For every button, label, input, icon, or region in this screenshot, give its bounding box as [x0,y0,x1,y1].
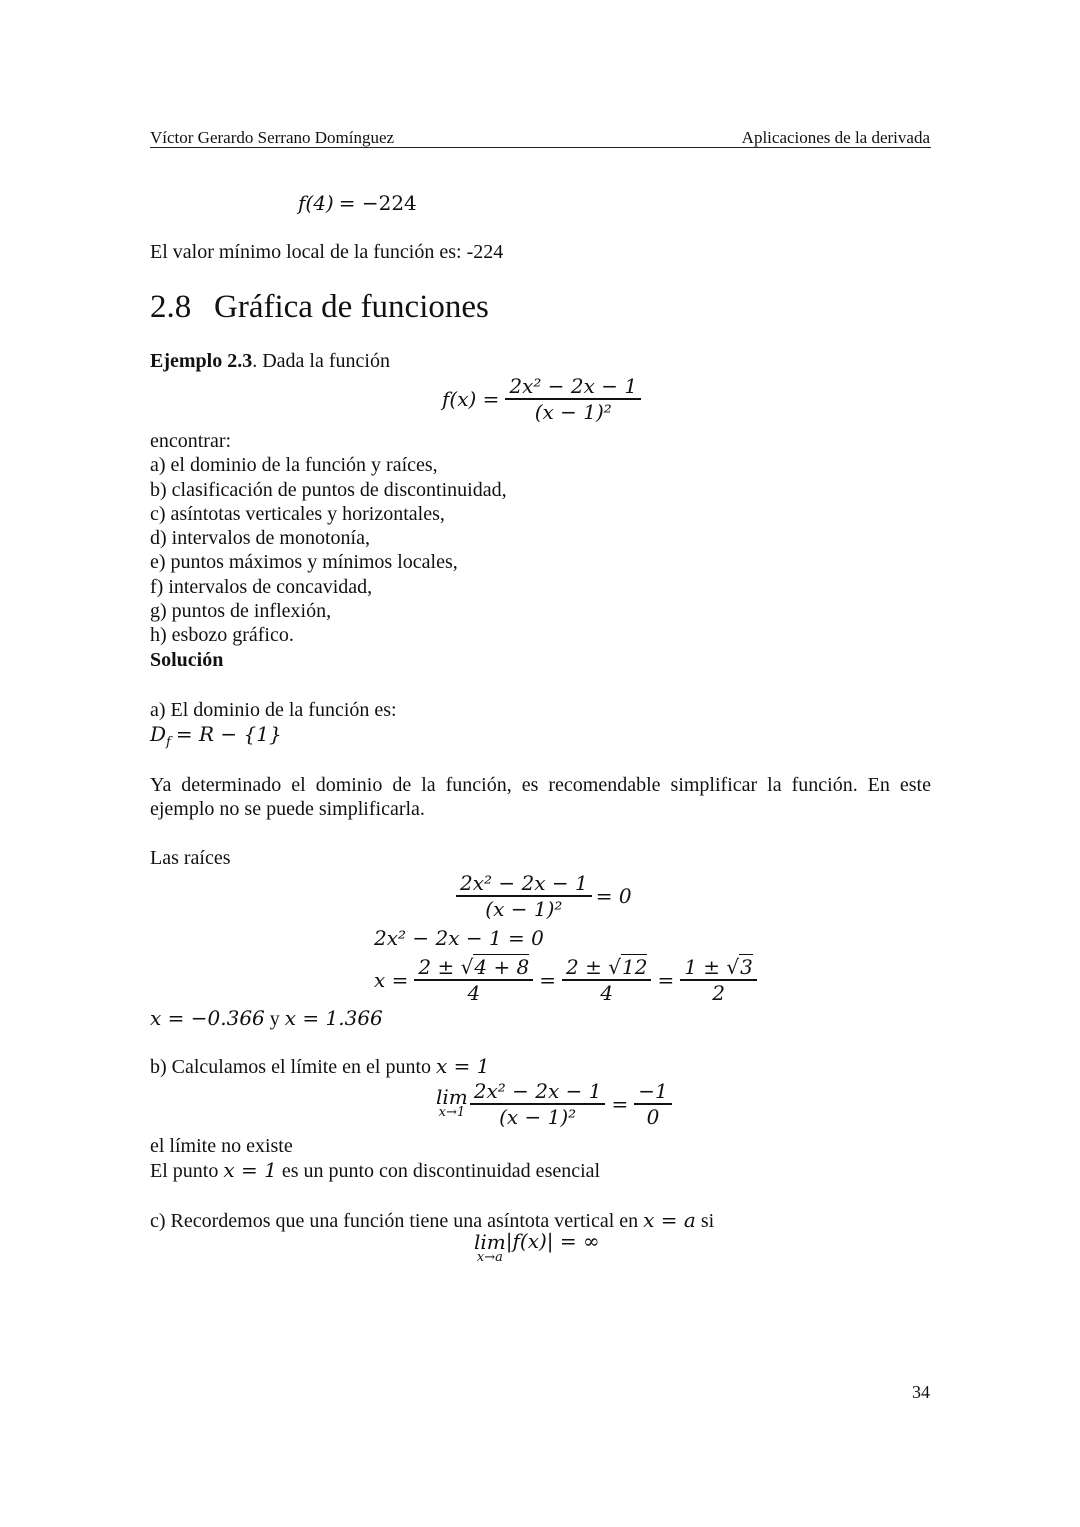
domain-lhs: D [150,722,167,746]
limit-operator: lim x→1 [436,1084,468,1120]
limit-equation: lim x→1 $\frac{\text{2x² − 2x − 1}}{\text{(x − 1)²}}$ = $\frac{-1}{0}$ [436,1079,672,1129]
find-label: encontrar: [150,430,232,452]
function-definition [442,374,641,424]
domain-rhs: = R − {1} [175,722,282,746]
tasks-list [150,429,507,672]
quadratic-fraction-3: $\frac{1 \pm √3}{2}$ [680,955,757,1005]
list-item: b) clasificación de puntos de discontinuidad, [150,478,507,501]
list-item: h) esbozo gráfico. [150,624,294,647]
no-limit-text: el límite no existe [150,1135,293,1157]
domain-equation [150,722,282,755]
asymptote-limit-operator: lim x→a [474,1230,506,1265]
f-denominator: (x − 1)² [534,399,612,424]
list-item: f) intervalos de concavidad, [150,575,373,598]
limit-result-fraction: $\frac{-1}{0}$ [634,1079,671,1129]
page-number: 34 [912,1382,930,1402]
asymptote-limit [474,1229,600,1265]
root-2: x = 1.366 [284,1006,383,1030]
f4-lhs: f(4) [298,191,334,215]
solution-label: Solución [150,648,224,671]
section-number: 2.8 [150,289,192,325]
limit-intro: b) Calculamos el límite en el punto x = 1 [150,1054,490,1078]
list-item: e) puntos máximos y mínimos locales, [150,551,458,574]
roots-numerator: 2x² − 2x − 1 [460,871,588,895]
domain-text: a) El dominio de la función es: [150,699,397,721]
f-lhs: f(x) = [442,386,500,411]
example-intro [150,349,390,373]
sqrt-icon: √ [608,955,621,979]
roots-result: x = −0.366 y x = 1.366 [150,1006,383,1030]
quadratic-lhs: x = [374,967,409,992]
limit-fraction: $\frac{\text{2x² − 2x − 1}}{\text{(x − 1)²}}$ [470,1079,606,1129]
roots-fraction [456,871,592,921]
roots-equation-2: 2x² − 2x − 1 = 0 [374,926,544,950]
asymptote-expression: |f(x)| = ∞ [505,1229,600,1253]
running-header-title: Aplicaciones de la derivada [741,128,930,147]
roots-denominator: (x − 1)² [485,896,563,921]
quadratic-fraction-2: $\frac{2 \pm √12}{4}$ [562,955,651,1005]
f-fraction [505,374,641,424]
min-value-text: El valor mínimo local de la función es: -224 [150,241,504,263]
example-intro-text: . Dada la función [252,350,390,372]
list-item: a) el dominio de la función y raíces, [150,454,438,477]
header-rule [150,147,931,148]
roots-equation-1 [456,871,632,921]
list-item: g) puntos de inflexión, [150,600,332,623]
list-item: c) asíntotas verticales y horizontales, [150,502,445,525]
quadratic-formula: x = $\frac{2 \pm √4 + 8}{4}$ = $\frac{2 \pm √12}{4}$ = $\frac{1 \pm √3}{2}$ [374,955,757,1005]
equation-f4 [298,191,417,216]
f4-rhs: = −224 [338,191,417,215]
sqrt-icon: √ [726,955,740,979]
roots-eq1-rhs: = 0 [595,883,632,908]
example-label: Ejemplo 2.3 [150,350,253,372]
root-1: x = −0.366 [150,1006,265,1030]
list-item: d) intervalos de monotonía, [150,527,370,550]
asymptote-text: c) Recordemos que una función tiene una asíntota vertical en x = a si [150,1208,715,1232]
simplify-text-line2: ejemplo no se puede simplificarla. [150,798,425,820]
sqrt-icon: √ [460,955,474,979]
roots-label: Las raíces [150,847,231,869]
section-heading [150,288,489,326]
quadratic-fraction-1: $\frac{2 \pm √4 + 8}{4}$ [414,955,533,1005]
simplify-text-line1: Ya determinado el dominio de la función, es recomendable simplificar la función. En este [150,774,931,796]
section-title: Gráfica de funciones [214,289,489,325]
f-numerator: 2x² − 2x − 1 [509,374,638,398]
domain-sub: f [166,735,171,750]
running-header-author: Víctor Gerardo Serrano Domínguez [150,128,395,147]
discontinuity-text: El punto x = 1 es un punto con discontinuidad esencial [150,1158,601,1182]
